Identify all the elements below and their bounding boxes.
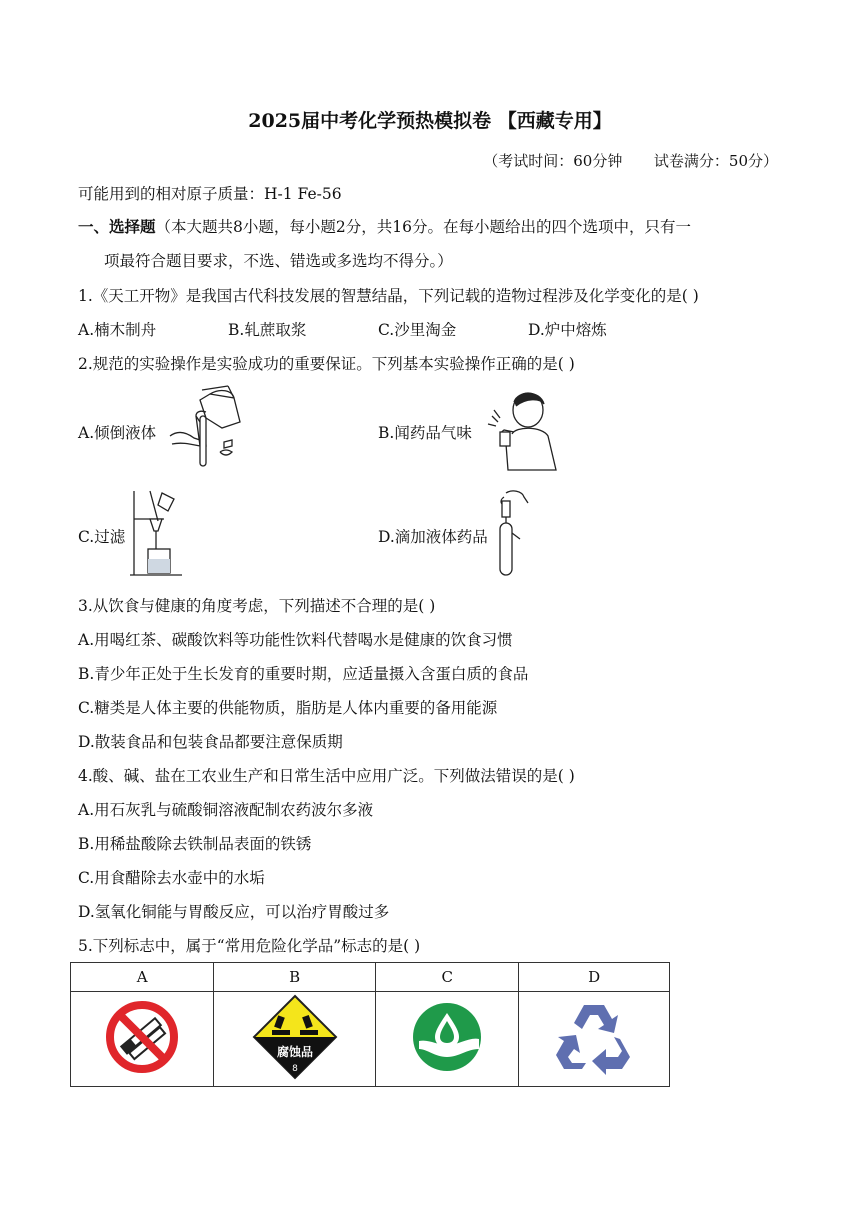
sign-cell-b bbox=[214, 992, 376, 1087]
sign-header-b: B bbox=[214, 963, 376, 992]
exam-score: 试卷满分：50分） bbox=[653, 152, 778, 170]
section-heading bbox=[78, 215, 691, 237]
q3-option-b: B.青少年正处于生长发育的重要时期，应适量摄入含蛋白质的食品 bbox=[78, 665, 529, 683]
q2-option-a: A.倾倒液体 bbox=[78, 424, 157, 442]
section-desc-1: （本大题共8小题，每小题2分，共16分。在每小题给出的四个选项中，只有一 bbox=[155, 218, 691, 236]
water-saving-icon bbox=[409, 999, 485, 1075]
corrosive-icon bbox=[252, 994, 338, 1080]
q3-stem: 3.从饮食与健康的角度考虑，下列描述不合理的是( ) bbox=[78, 597, 436, 615]
corrosive-label: 腐蚀品 bbox=[276, 1045, 313, 1059]
q1-option-d: D.炉中熔炼 bbox=[528, 321, 607, 339]
page-title: 2025届中考化学预热模拟卷 【西藏专用】 bbox=[248, 110, 612, 132]
signs-image-row bbox=[71, 992, 670, 1087]
q2-option-c: C.过滤 bbox=[78, 528, 126, 546]
q2-option-d: D.滴加液体药品 bbox=[378, 528, 488, 546]
q1-stem: 1.《天工开物》是我国古代科技发展的智慧结晶，下列记载的造物过程涉及化学变化的是( ) bbox=[78, 287, 699, 305]
sign-header-c: C bbox=[376, 963, 519, 992]
q4-option-a: A.用石灰乳与硫酸铜溶液配制农药波尔多液 bbox=[78, 801, 374, 819]
q4-option-c: C.用食醋除去水壶中的水垢 bbox=[78, 869, 265, 887]
q3-option-d: D.散装食品和包装食品都要注意保质期 bbox=[78, 733, 343, 751]
sign-cell-a bbox=[71, 992, 214, 1087]
sign-header-a: A bbox=[71, 963, 214, 992]
q3-option-c: C.糖类是人体主要的供能物质，脂肪是人体内重要的备用能源 bbox=[78, 699, 498, 717]
atomic-masses: 可能用到的相对原子质量：H-1 Fe-56 bbox=[78, 185, 342, 203]
sign-cell-c bbox=[376, 992, 519, 1087]
q3-option-a: A.用喝红茶、碳酸饮料等功能性饮料代替喝水是健康的饮食习惯 bbox=[78, 631, 513, 649]
q4-option-d: D.氢氧化铜能与胃酸反应，可以治疗胃酸过多 bbox=[78, 903, 390, 921]
exam-info bbox=[483, 150, 778, 171]
q2-option-b: B.闻药品气味 bbox=[378, 424, 472, 442]
section-title: 一、选择题 bbox=[78, 217, 156, 236]
signs-header-row bbox=[71, 963, 670, 992]
filtration-figure bbox=[128, 487, 184, 579]
sign-header-d: D bbox=[519, 963, 670, 992]
smelling-chemical-figure bbox=[486, 388, 562, 472]
q5-stem: 5.下列标志中，属于“常用危险化学品”标志的是( ) bbox=[78, 937, 421, 955]
exam-time: （考试时间：60分钟 bbox=[483, 152, 623, 170]
pouring-liquid-figure bbox=[162, 382, 250, 472]
q4-stem: 4.酸、碱、盐在工农业生产和日常生活中应用广泛。下列做法错误的是( ) bbox=[78, 767, 575, 785]
q1-option-c: C.沙里淘金 bbox=[378, 321, 457, 339]
dropping-liquid-figure bbox=[494, 487, 540, 579]
q1-option-a: A.楠木制舟 bbox=[78, 321, 157, 339]
sign-cell-d bbox=[519, 992, 670, 1087]
no-smoking-icon bbox=[104, 999, 180, 1075]
q2-stem: 2.规范的实验操作是实验成功的重要保证。下列基本实验操作正确的是( ) bbox=[78, 355, 575, 373]
q1-options bbox=[78, 318, 607, 340]
recycle-icon bbox=[554, 999, 634, 1075]
q1-option-b: B.轧蔗取浆 bbox=[228, 321, 307, 339]
q4-option-b: B.用稀盐酸除去铁制品表面的铁锈 bbox=[78, 835, 312, 853]
hazard-signs-table bbox=[70, 962, 670, 1087]
section-desc-2: 项最符合题目要求，不选、错选或多选均不得分。） bbox=[104, 252, 453, 270]
corrosive-class: 8 bbox=[291, 1064, 298, 1074]
